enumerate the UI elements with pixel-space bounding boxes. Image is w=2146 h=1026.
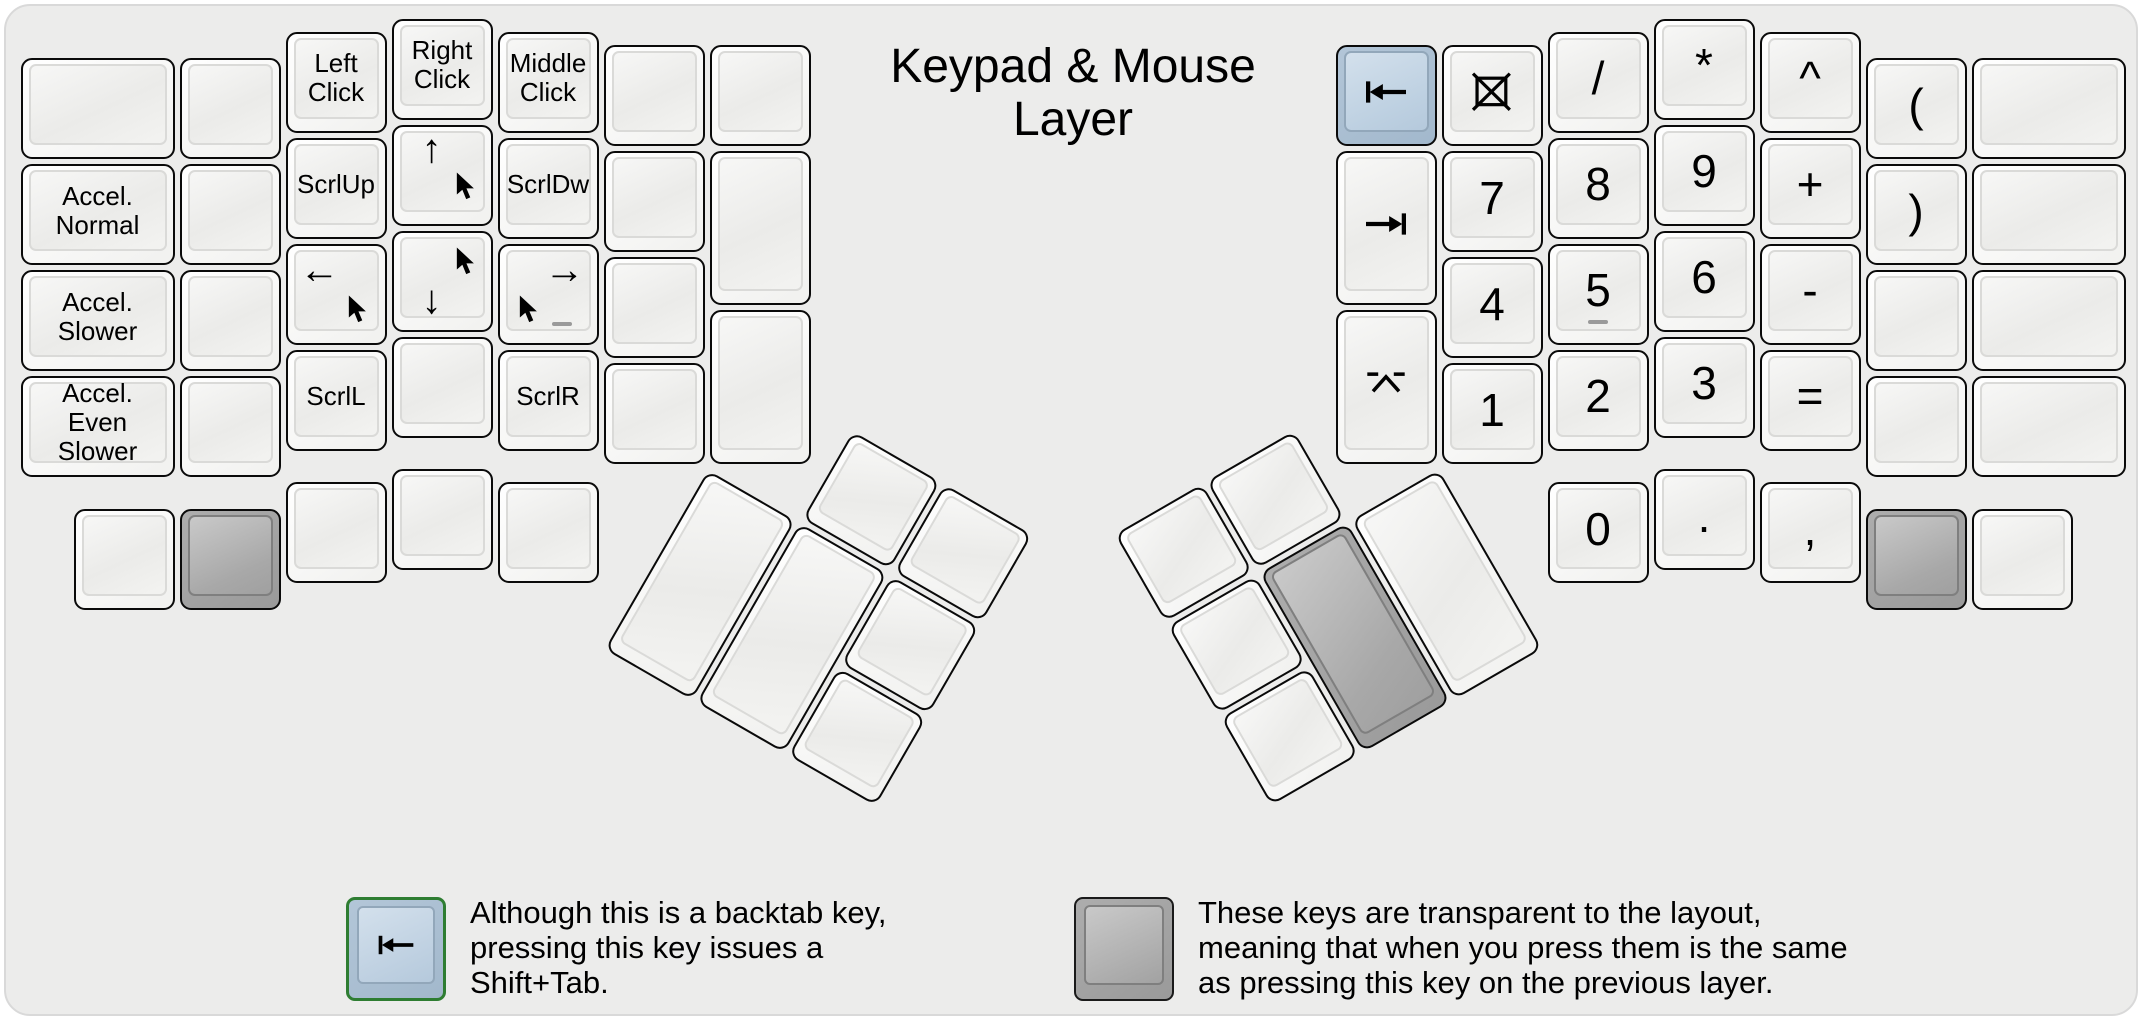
key-label: 3 bbox=[1691, 357, 1717, 409]
key-blank bbox=[286, 482, 387, 583]
key-5 bbox=[1548, 244, 1649, 345]
up-arrow-icon: ↑ bbox=[421, 126, 442, 171]
key-label: ScrlR bbox=[516, 380, 580, 411]
keycap bbox=[1980, 382, 2118, 463]
key-transparent bbox=[1866, 509, 1967, 610]
key-label: Accel. bbox=[62, 378, 133, 409]
key-blank bbox=[180, 58, 281, 159]
keycap bbox=[1556, 144, 1641, 225]
key-scroll-up bbox=[286, 138, 387, 239]
key-label: = bbox=[1796, 370, 1824, 423]
key-left-click bbox=[286, 32, 387, 133]
key-accel-normal bbox=[21, 164, 175, 265]
keycap bbox=[1662, 25, 1747, 106]
key-blank bbox=[21, 58, 175, 159]
key-blank bbox=[710, 45, 811, 146]
key-4 bbox=[1442, 257, 1543, 358]
title-line-1: Keypad & Mouse bbox=[890, 40, 1256, 93]
key-3 bbox=[1654, 337, 1755, 438]
keycap bbox=[1768, 488, 1853, 569]
key-label: Middle bbox=[509, 48, 587, 79]
homing-bar bbox=[1588, 320, 1608, 324]
keycap bbox=[188, 170, 273, 251]
key-blank bbox=[1866, 270, 1967, 371]
key-scroll-down bbox=[498, 138, 599, 239]
keycap bbox=[718, 316, 803, 450]
key-backtab bbox=[1336, 45, 1437, 146]
key-label: 1 bbox=[1479, 383, 1505, 436]
keycap bbox=[1980, 170, 2118, 251]
key-blank bbox=[604, 363, 705, 464]
keycap bbox=[1768, 38, 1853, 119]
key-label: Click bbox=[519, 77, 577, 108]
keycap bbox=[1874, 276, 1959, 357]
keycap bbox=[1874, 170, 1959, 251]
key-label: Slower bbox=[57, 315, 138, 346]
key-label: Left bbox=[314, 48, 358, 79]
keycap bbox=[1344, 316, 1429, 450]
key-label: 7 bbox=[1479, 171, 1505, 224]
key-label: - bbox=[1802, 264, 1818, 317]
key-label: Accel. bbox=[62, 180, 133, 211]
key-blank bbox=[1866, 376, 1967, 477]
keycap bbox=[188, 382, 273, 463]
keycap bbox=[506, 488, 591, 569]
left-arrow-icon: ← bbox=[299, 247, 340, 292]
right-arrow-icon: → bbox=[544, 247, 585, 292]
keycap bbox=[29, 64, 167, 145]
key-comma bbox=[1760, 482, 1861, 583]
key-blank bbox=[180, 270, 281, 371]
keycap bbox=[718, 51, 803, 132]
key-blank bbox=[710, 151, 811, 305]
keycap bbox=[29, 378, 167, 467]
legend-backtab bbox=[346, 895, 1046, 1005]
key-paren-close bbox=[1866, 164, 1967, 265]
legend-transparent-text bbox=[1198, 895, 1848, 1000]
homing-bar bbox=[552, 322, 572, 326]
keycap bbox=[1556, 38, 1641, 119]
key-9 bbox=[1654, 125, 1755, 226]
key-blank bbox=[1972, 270, 2126, 371]
keycap bbox=[400, 475, 485, 556]
tab-icon bbox=[1360, 209, 1412, 239]
title-line-2: Layer bbox=[1012, 93, 1134, 146]
key-period bbox=[1654, 469, 1755, 570]
key-label: ( bbox=[1908, 78, 1924, 131]
key-mouse-down bbox=[392, 231, 493, 332]
key-plus bbox=[1760, 138, 1861, 239]
key-label: ) bbox=[1908, 184, 1924, 237]
key-label: * bbox=[1695, 39, 1713, 91]
keycap bbox=[1980, 515, 2065, 596]
key-label: 6 bbox=[1691, 251, 1717, 303]
key-blank bbox=[604, 151, 705, 252]
key-label: Normal bbox=[55, 209, 140, 240]
key-label: ScrlDw bbox=[506, 168, 590, 199]
key-label: 4 bbox=[1479, 277, 1505, 330]
key-label: 8 bbox=[1585, 158, 1611, 211]
key-label: 0 bbox=[1585, 502, 1611, 555]
keycap bbox=[294, 144, 379, 225]
key-caret bbox=[1760, 32, 1861, 133]
key-blank bbox=[180, 164, 281, 265]
key-label: . bbox=[1697, 489, 1711, 542]
keycap bbox=[1556, 488, 1641, 569]
keycap bbox=[1768, 250, 1853, 331]
keycap bbox=[1662, 475, 1747, 556]
keycap bbox=[506, 38, 591, 119]
backtab-icon bbox=[357, 906, 435, 984]
keycap bbox=[400, 237, 485, 322]
legend-transparent bbox=[1074, 895, 1974, 1005]
legend-line: pressing this key issues a bbox=[470, 930, 824, 965]
key-tab bbox=[1336, 151, 1437, 305]
keycap bbox=[1874, 515, 1959, 596]
key-blank bbox=[180, 376, 281, 477]
key-6 bbox=[1654, 231, 1755, 332]
keycap bbox=[294, 488, 379, 569]
key-label: Right bbox=[411, 35, 473, 65]
keycap bbox=[188, 276, 273, 357]
key-scroll-left bbox=[286, 350, 387, 451]
key-blank bbox=[1972, 509, 2073, 610]
key-blank bbox=[710, 310, 811, 464]
mouse-cursor-icon bbox=[517, 295, 539, 325]
key-right-click bbox=[392, 19, 493, 120]
backtab-icon bbox=[1360, 77, 1412, 107]
mouse-cursor-icon bbox=[346, 295, 368, 325]
key-scroll-right bbox=[498, 350, 599, 451]
key-blank bbox=[1972, 164, 2126, 265]
keycap bbox=[188, 515, 273, 596]
keycap bbox=[294, 38, 379, 119]
keycap bbox=[612, 263, 697, 344]
key-blank bbox=[1972, 58, 2126, 159]
keycap bbox=[1980, 64, 2118, 145]
key-label: Accel. bbox=[62, 286, 133, 317]
key-mouse-right bbox=[498, 244, 599, 345]
key-0 bbox=[1548, 482, 1649, 583]
key-label: 9 bbox=[1691, 145, 1717, 197]
legend-transparent-key bbox=[1074, 897, 1174, 1001]
key-label: 2 bbox=[1585, 370, 1611, 423]
keycap bbox=[400, 343, 485, 424]
keycap bbox=[1768, 144, 1853, 225]
legend-backtab-text bbox=[470, 895, 886, 1000]
key-label: Even bbox=[67, 407, 128, 438]
key-blank bbox=[1972, 376, 2126, 477]
keycap bbox=[506, 247, 591, 331]
keycap bbox=[1344, 157, 1429, 291]
keycap bbox=[1768, 356, 1853, 437]
key-accel-slower bbox=[21, 270, 175, 371]
key-blank bbox=[498, 482, 599, 583]
keycap bbox=[1450, 51, 1535, 132]
keycap bbox=[1980, 276, 2118, 357]
keycap bbox=[1344, 51, 1429, 132]
key-blank bbox=[604, 257, 705, 358]
keycap bbox=[1874, 382, 1959, 463]
keycap bbox=[1662, 343, 1747, 424]
keycap bbox=[29, 276, 167, 357]
key-enter-sym bbox=[1336, 310, 1437, 464]
legend-line: Although this is a backtab key, bbox=[470, 895, 887, 930]
key-blank bbox=[604, 45, 705, 146]
key-7 bbox=[1442, 151, 1543, 252]
key-middle-click bbox=[498, 32, 599, 133]
legend-line: These keys are transparent to the layout, bbox=[1198, 895, 1762, 930]
legend-line: meaning that when you press them is the same bbox=[1198, 930, 1848, 965]
keycap bbox=[188, 64, 273, 145]
key-transparent bbox=[180, 509, 281, 610]
keycap bbox=[506, 144, 591, 225]
keycap bbox=[400, 126, 485, 212]
key-label: ^ bbox=[1799, 52, 1821, 105]
keycap bbox=[1556, 250, 1641, 331]
keycap bbox=[294, 356, 379, 437]
keycap bbox=[1874, 64, 1959, 145]
legend-line: Shift+Tab. bbox=[470, 965, 609, 1000]
cancel-box-icon bbox=[1469, 72, 1515, 112]
keycap bbox=[82, 515, 167, 596]
keycap bbox=[1662, 237, 1747, 318]
legend-backtab-key bbox=[346, 897, 446, 1001]
enter-sym-icon bbox=[1364, 370, 1408, 397]
keycap bbox=[1662, 131, 1747, 212]
key-label: ScrlUp bbox=[296, 168, 375, 199]
key-mouse-up bbox=[392, 125, 493, 226]
mouse-cursor-icon bbox=[454, 172, 476, 202]
key-label: Slower bbox=[57, 436, 138, 467]
mouse-cursor-icon bbox=[454, 247, 476, 277]
keycap bbox=[506, 356, 591, 437]
key-paren-open bbox=[1866, 58, 1967, 159]
keycap bbox=[1556, 356, 1641, 437]
key-equals bbox=[1760, 350, 1861, 451]
key-label: / bbox=[1591, 52, 1605, 105]
key-mouse-left bbox=[286, 244, 387, 345]
key-label: Click bbox=[413, 64, 471, 94]
down-arrow-icon: ↓ bbox=[421, 277, 442, 322]
key-8 bbox=[1548, 138, 1649, 239]
keycap bbox=[612, 51, 697, 132]
key-label: ScrlL bbox=[306, 380, 366, 411]
keycap bbox=[612, 369, 697, 450]
keycap bbox=[612, 157, 697, 238]
key-accel-even-slower bbox=[21, 376, 175, 477]
key-blank bbox=[392, 337, 493, 438]
keycap bbox=[1450, 157, 1535, 238]
key-label: 5 bbox=[1585, 264, 1611, 317]
keycap bbox=[1450, 369, 1535, 450]
key-slash bbox=[1548, 32, 1649, 133]
key-minus bbox=[1760, 244, 1861, 345]
keycap bbox=[1450, 263, 1535, 344]
keycap bbox=[294, 247, 379, 331]
key-blank bbox=[392, 469, 493, 570]
key-1 bbox=[1442, 363, 1543, 464]
key-2 bbox=[1548, 350, 1649, 451]
key-blank bbox=[74, 509, 175, 610]
key-label: + bbox=[1796, 158, 1824, 211]
keycap bbox=[29, 170, 167, 251]
legend-line: as pressing this key on the previous layer. bbox=[1198, 965, 1774, 1000]
key-label: , bbox=[1803, 502, 1817, 555]
keycap bbox=[400, 25, 485, 106]
key-cancel bbox=[1442, 45, 1543, 146]
key-asterisk bbox=[1654, 19, 1755, 120]
key-label: Click bbox=[307, 77, 365, 108]
keycap bbox=[718, 157, 803, 291]
